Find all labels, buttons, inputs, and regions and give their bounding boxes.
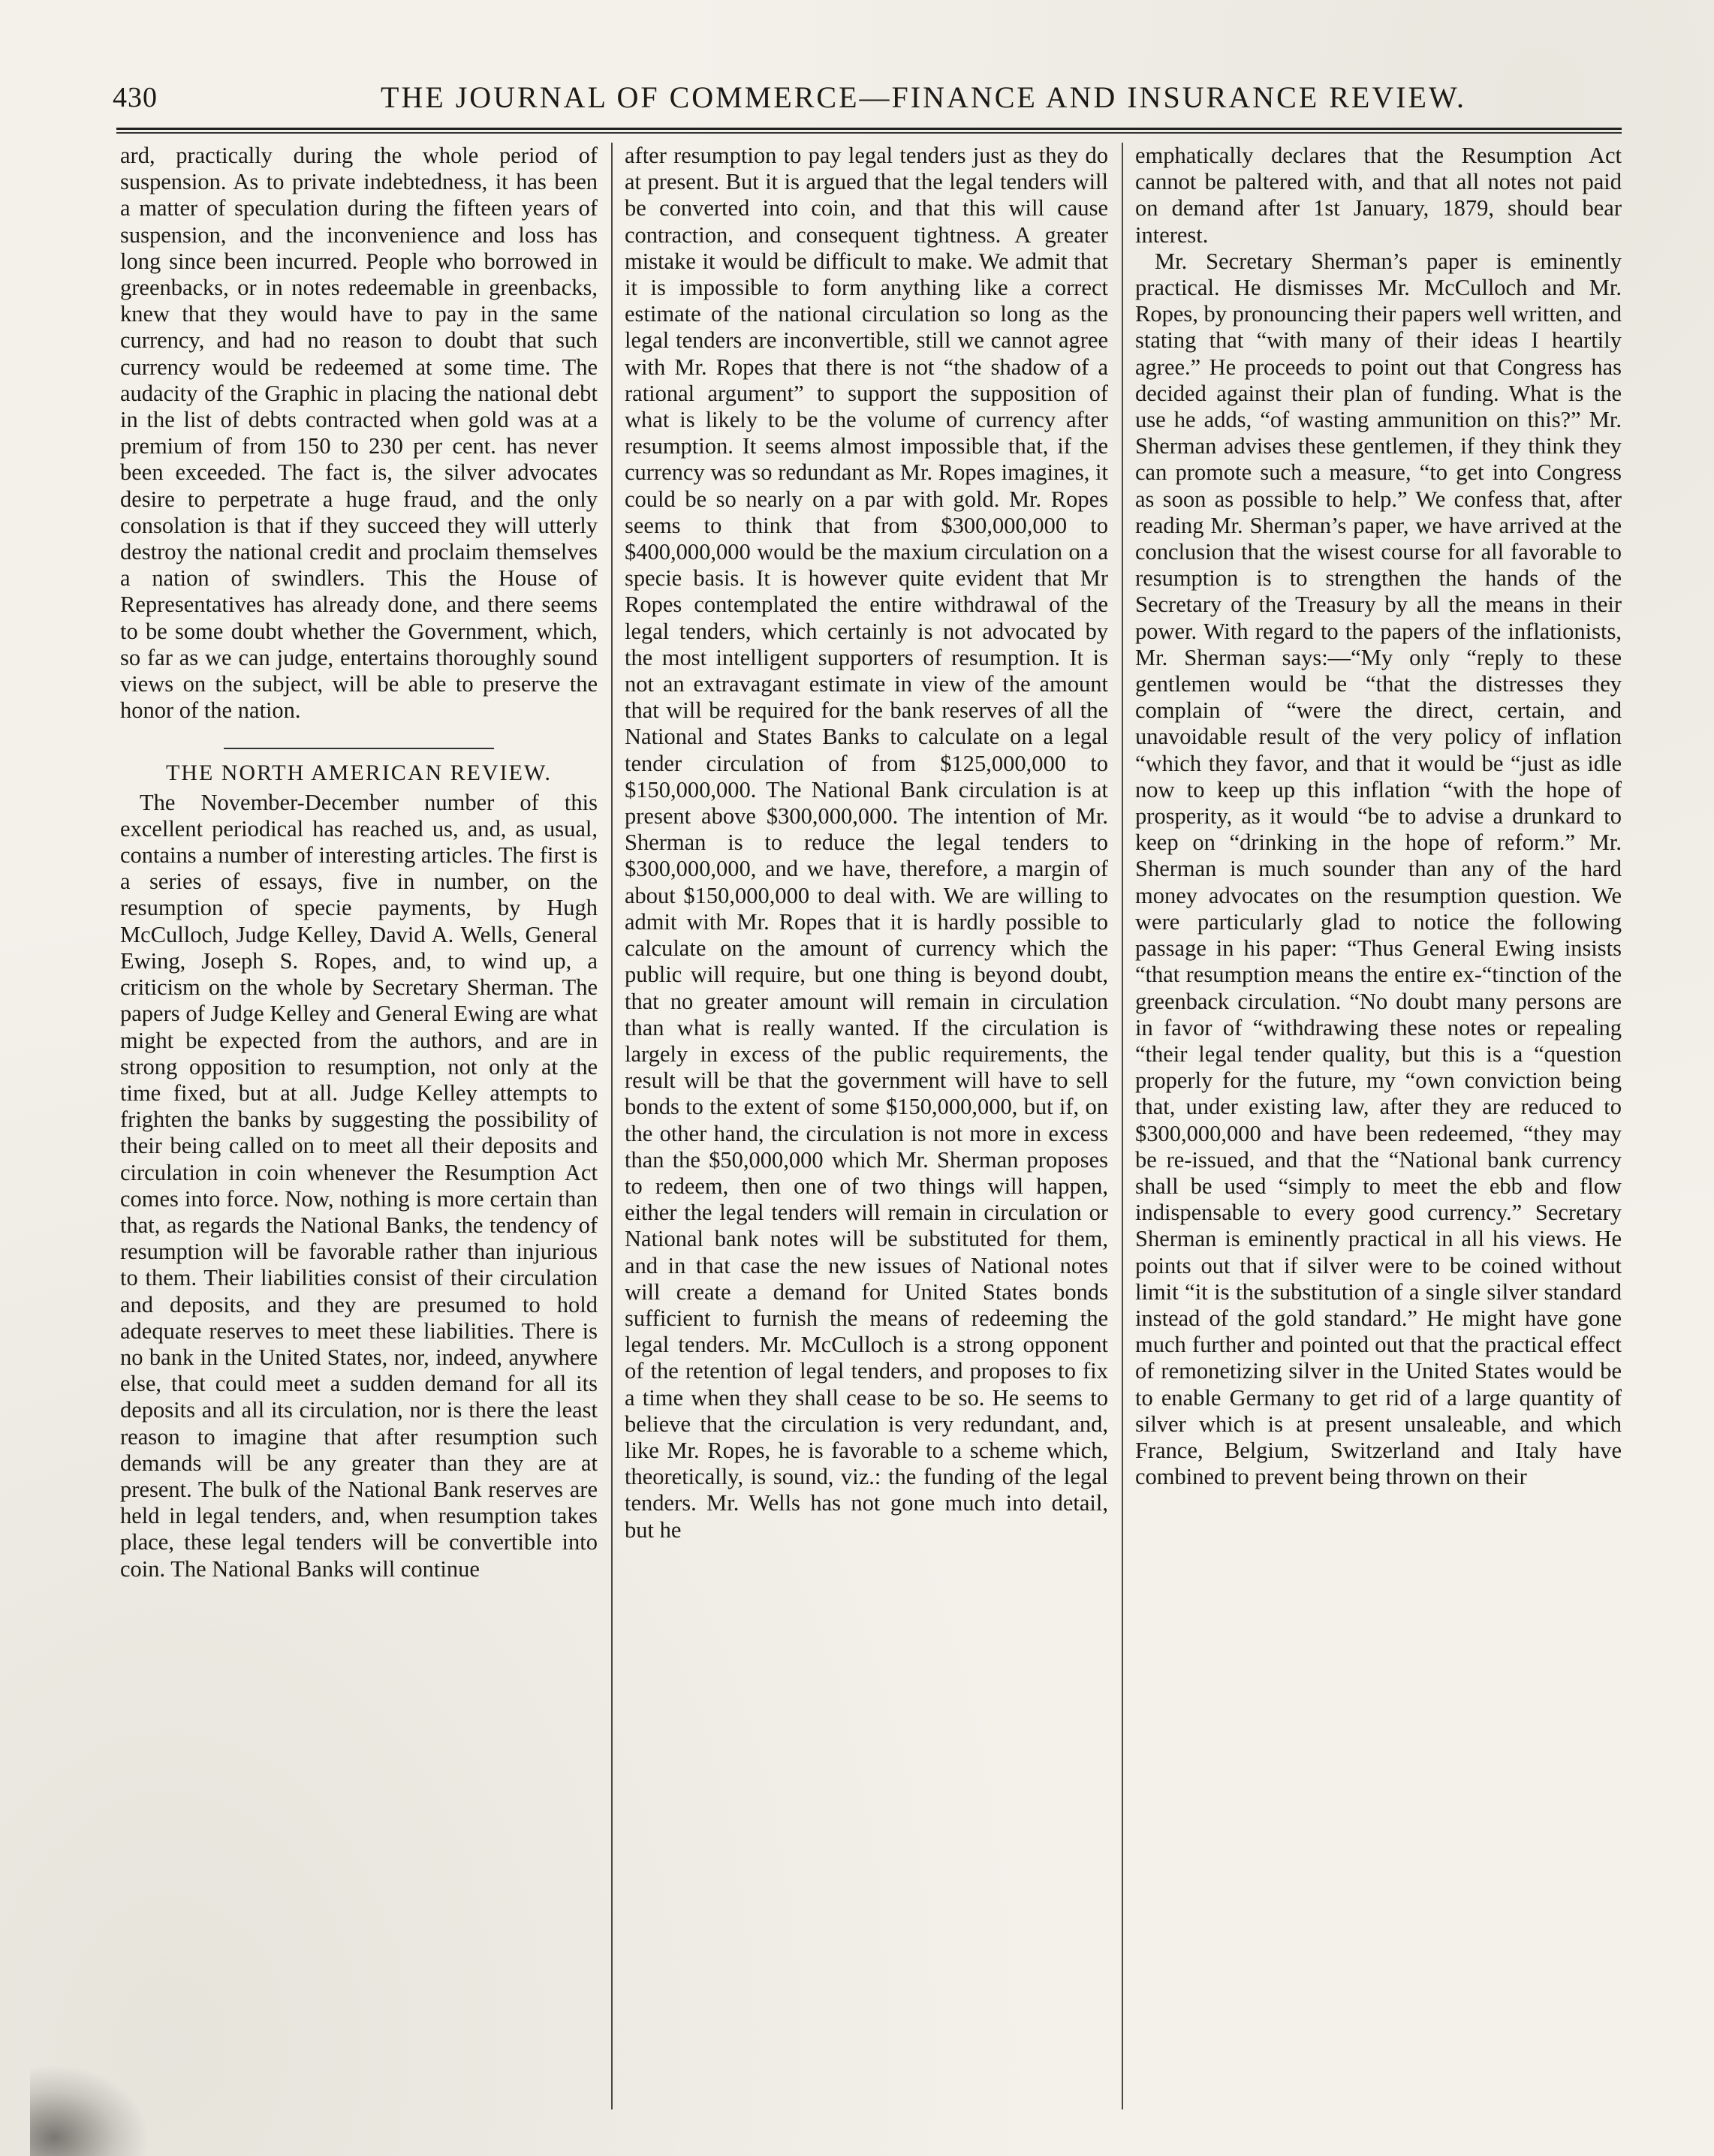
column3-paragraph: Mr. Secretary Sherman’s paper is eminently practical. He dismisses Mr. McCulloch and Mr. Ropes, by pronouncing their papers well written, and stating that “with many of their ideas I heartily agree.” He proceeds to point out that Congress has decided against their plan of funding. What is the use he adds, “of wasting ammunition on this?” Mr. Sherman advises these gentlemen, if they think they can promote such a measure, “to get into Congress as soon as possible to help.” We confess that, after reading Mr. Sherman’s paper, we have arrived at the conclusion that the wisest course for all favorable to resumption is to strengthen the hands of the Secretary of the Treasury by all the means in their power. With regard to the papers of the inflationists, Mr. Sherman says:—“My only “reply to these gentlemen would be “that the distresses they complain of “were the direct, certain, and unavoidable result of the very policy of inflation “which they favor, and that it would be “just as idle now to keep up this inflation “with the hope of prosperity, as it would “be to advise a drunkard to keep on “drinking in the hope of reform.” Mr. Sherman is much sounder than any of the hard money advocates on the resumption question. We were particularly glad to notice the following passage in his paper: “Thus General Ewing insists “that resumption means the entire ex-“tinction of the greenback circulation. “No doubt many persons are in favor of “withdrawing these notes or repealing “their legal tender quality, but this is a “question properly for the future, my “own conviction being that, under existing law, after they are reduced to $300,000,000 and have been redeemed, “they may be re-issued, and that the “National bank currency shall be used “simply to meet the ebb and flow indispensable to every good currency.” Secretary Sherman is eminently practical in all his views. He points out that if silver were to be coined without limit “it is the substitution of a single silver standard instead of the gold standard.” He might have gone much further and pointed out that the practical effect of remonetizing silver in the United States would be to enable Germany to get rid of a large quantity of silver which is at present unsaleable, and which France, Belgium, Switzerland and Italy have combined to prevent being thrown on their: [1135, 248, 1622, 1490]
running-title: THE JOURNAL OF COMMERCE—FINANCE AND INSURANCE REVIEW.: [380, 80, 1467, 114]
header-rule: [116, 128, 1622, 134]
column-divider: [611, 143, 613, 2109]
column2-paragraph: after resumption to pay legal tenders just as they do at present. But it is argued that the legal tenders will be converted into coin, and that this will cause contraction, and consequent tightness. A greater mistake it would be difficult to make. We admit that it is impossible to form anything like a correct estimate of the national circulation so long as the legal tenders are inconvertible, still we cannot agree with Mr. Ropes that there is not “the shadow of a rational argument” to support the supposition of what is likely to be the volume of currency after resumption. It seems almost impossible that, if the currency was so redundant as Mr. Ropes imagines, it could be so nearly on a par with gold. Mr. Ropes seems to think that from $300,000,000 to $400,000,000 would be the maxium circulation on a specie basis. It is however quite evident that Mr Ropes contemplated the entire withdrawal of the legal tenders, which certainly is not advocated by the most intelligent supporters of resumption. It is not an extravagant estimate in view of the amount that will be required for the bank reserves of all the National and States Banks to calculate on a legal tender circulation of from $125,000,000 to $150,000,000. The National Bank circulation is at present above $300,000,000. The intention of Mr. Sherman is to reduce the legal tenders to $300,000,000, and we have, therefore, a margin of about $150,000,000 to deal with. We are willing to admit with Mr. Ropes that it is hardly possible to calculate on the amount of currency which the public will require, but one thing is beyond doubt, that no greater amount will remain in circulation than what is really wanted. If the circulation is largely in excess of the public requirements, the result will be that the government will have to sell bonds to the extent of some $150,000,000, but if, on the other hand, the circulation is not more in excess than the $50,000,000 which Mr. Sherman proposes to redeem, then one of two things will happen, either the legal tenders will remain in circulation or National bank notes will be substituted for them, and in that case the new issues of National notes will create a demand for United States bonds sufficient to furnish the means of redeeming the legal tenders. Mr. McCulloch is a strong opponent of the retention of legal tenders, and proposes to fix a time when they shall cease to be so. He seems to believe that the circulation is very redundant, and, like Mr. Ropes, he is favorable to a scheme which, theoretically, is sound, viz.: the funding of the legal tenders. Mr. Wells has not gone much into detail, but he: [625, 143, 1108, 1543]
text-column-2: [625, 143, 1108, 2109]
text-column-1: [120, 143, 598, 2109]
column1-paragraph: ard, practically during the whole period of suspension. As to private indebtedness, it has been a matter of speculation during the fifteen years of suspension, and the inconvenience and loss has long since been incurred. People who borrowed in greenbacks, or in notes redeemable in greenbacks, knew that they would have to pay in the same currency, and had no reason to doubt that such currency would be redeemed at some time. The audacity of the Graphic in placing the national debt in the list of debts contracted when gold was at a premium of from 150 to 230 per cent. has never been exceeded. The fact is, the silver advocates desire to perpetrate a huge fraud, and the only consolation is that if they succeed they will utterly destroy the national credit and proclaim themselves a nation of swindlers. This the House of Representatives has already done, and there seems to be some doubt whether the Government, which, so far as we can judge, entertains thoroughly sound views on the subject, will be able to preserve the honor of the nation.: [120, 143, 598, 724]
column1-paragraph: The November-December number of this excellent periodical has reached us, and, as usual, contains a number of interesting articles. The first is a series of essays, five in number, on the resumption of specie payments, by Hugh McCulloch, Judge Kelley, David A. Wells, General Ewing, Joseph S. Ropes, and, to wind up, a criticism on the whole by Secretary Sherman. The papers of Judge Kelley and General Ewing are what might be expected from the authors, and are in strong opposition to resumption, not only at the time fixed, but at all. Judge Kelley attempts to frighten the banks by suggesting the possibility of their being called on to meet all their deposits and circulation in coin whenever the Resumption Act comes into force. Now, nothing is more certain than that, as regards the National Banks, the tendency of resumption will be favorable rather than injurious to them. Their liabilities consist of their circulation and deposits, and they are presumed to hold adequate reserves to meet these liabilities. There is no bank in the United States, nor, indeed, anywhere else, that could meet a sudden demand for all its deposits and all its circulation, nor is there the least reason to imagine that after resumption such demands will be any greater than they are at present. The bulk of the National Bank reserves are held in legal tenders, and, when resumption takes place, these legal tenders will be convertible into coin. The National Banks will continue: [120, 789, 598, 1582]
section-divider: [224, 748, 494, 749]
section-heading: THE NORTH AMERICAN REVIEW.: [165, 760, 553, 786]
column3-paragraph: emphatically declares that the Resumption Act cannot be paltered with, and that all notes not paid on demand after 1st January, 1879, should bear interest.: [1135, 143, 1622, 248]
page-header: [113, 78, 1622, 123]
page-number: 430: [113, 82, 158, 113]
column-divider: [1122, 143, 1123, 2109]
page-stain: [30, 2064, 150, 2156]
text-column-3: [1135, 143, 1622, 2109]
